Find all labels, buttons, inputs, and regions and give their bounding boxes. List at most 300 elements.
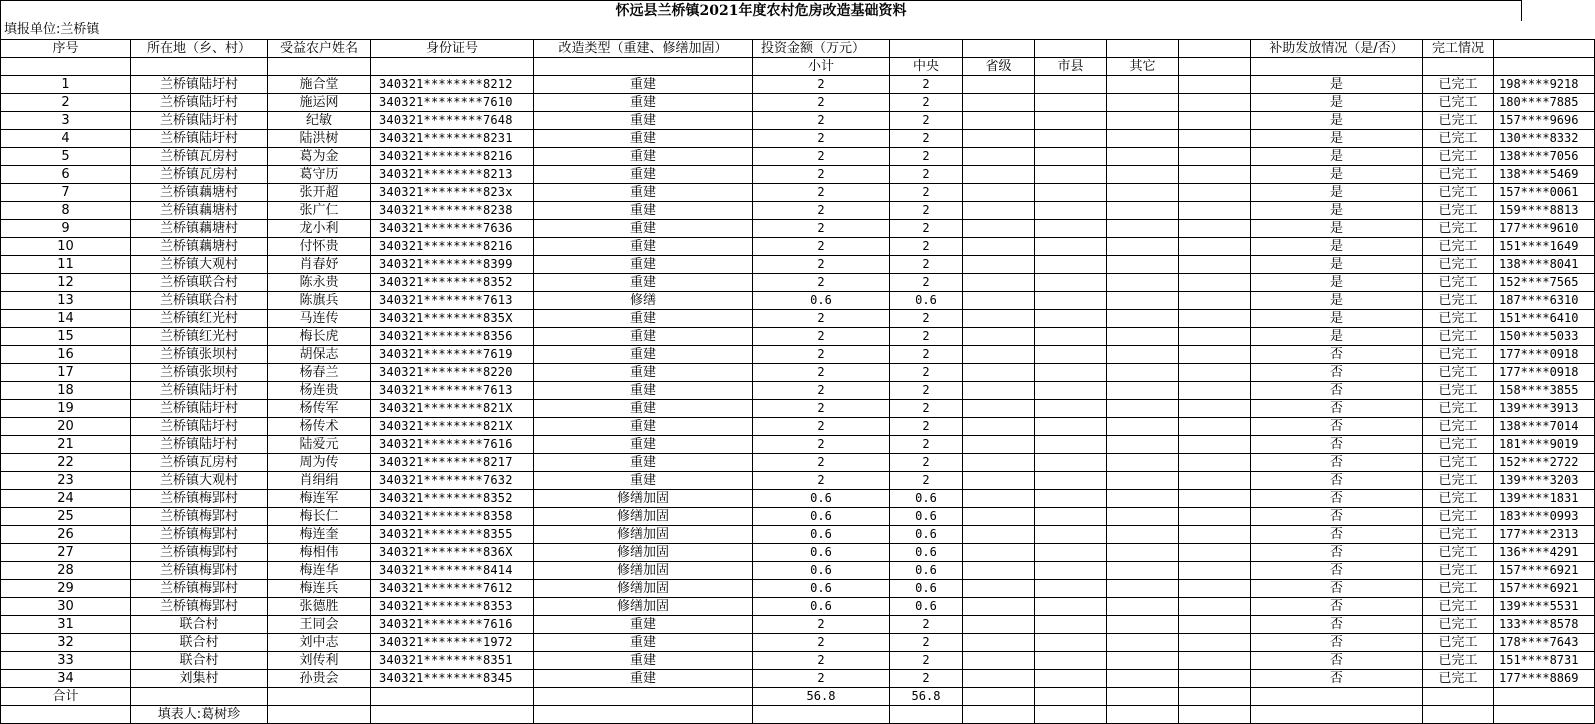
- cell-location[interactable]: 兰桥镇大观村: [131, 472, 268, 490]
- cell-seq[interactable]: 27: [1, 544, 131, 562]
- cell-subsidy[interactable]: 是: [1251, 238, 1423, 256]
- cell-type[interactable]: 重建: [534, 454, 753, 472]
- cell-type[interactable]: 修缮加固: [534, 526, 753, 544]
- cell-province[interactable]: [963, 616, 1035, 634]
- cell-empty[interactable]: [1179, 508, 1251, 526]
- cell-seq[interactable]: 32: [1, 634, 131, 652]
- cell-other[interactable]: [1107, 346, 1179, 364]
- cell-seq[interactable]: 15: [1, 328, 131, 346]
- cell-province[interactable]: [963, 76, 1035, 94]
- cell-empty[interactable]: [1179, 400, 1251, 418]
- filler-empty[interactable]: [534, 706, 753, 724]
- cell-total[interactable]: 2: [753, 94, 890, 112]
- cell-total[interactable]: 0.6: [753, 292, 890, 310]
- cell-province[interactable]: [963, 238, 1035, 256]
- cell-done[interactable]: 已完工: [1423, 94, 1494, 112]
- cell-empty[interactable]: [1179, 382, 1251, 400]
- cell-total[interactable]: 0.6: [753, 490, 890, 508]
- cell-other[interactable]: [1107, 508, 1179, 526]
- cell-subsidy[interactable]: 是: [1251, 220, 1423, 238]
- cell-location[interactable]: 兰桥镇梅郢村: [131, 562, 268, 580]
- cell-done[interactable]: 已完工: [1423, 76, 1494, 94]
- cell-done[interactable]: 已完工: [1423, 184, 1494, 202]
- cell-location[interactable]: 兰桥镇陆圩村: [131, 112, 268, 130]
- cell-id[interactable]: 340321********7613: [371, 292, 534, 310]
- cell-province[interactable]: [963, 256, 1035, 274]
- cell-province[interactable]: [963, 454, 1035, 472]
- cell-type[interactable]: 重建: [534, 436, 753, 454]
- cell-total[interactable]: 2: [753, 130, 890, 148]
- cell-location[interactable]: 兰桥镇红光村: [131, 310, 268, 328]
- cell-subsidy[interactable]: 否: [1251, 652, 1423, 670]
- subheader-total[interactable]: 小计: [753, 58, 890, 76]
- cell-seq[interactable]: 12: [1, 274, 131, 292]
- cell-province[interactable]: [963, 274, 1035, 292]
- cell-phone[interactable]: 157****9696: [1494, 112, 1595, 130]
- cell-seq[interactable]: 7: [1, 184, 131, 202]
- cell-name[interactable]: 梅长虎: [268, 328, 371, 346]
- cell-other[interactable]: [1107, 166, 1179, 184]
- subheader-central[interactable]: 中央: [890, 58, 963, 76]
- cell-province[interactable]: [963, 472, 1035, 490]
- cell-total[interactable]: 2: [753, 220, 890, 238]
- cell-id[interactable]: 340321********8356: [371, 328, 534, 346]
- cell-name[interactable]: 付怀贵: [268, 238, 371, 256]
- cell-total[interactable]: 0.6: [753, 562, 890, 580]
- cell-county[interactable]: [1035, 400, 1107, 418]
- cell-subsidy[interactable]: 否: [1251, 346, 1423, 364]
- total-empty[interactable]: [371, 688, 534, 706]
- cell-done[interactable]: 已完工: [1423, 202, 1494, 220]
- cell-central[interactable]: 2: [890, 616, 963, 634]
- cell-total[interactable]: 2: [753, 274, 890, 292]
- cell-central[interactable]: 2: [890, 652, 963, 670]
- cell-name[interactable]: 刘中志: [268, 634, 371, 652]
- cell-county[interactable]: [1035, 148, 1107, 166]
- cell-done[interactable]: 已完工: [1423, 526, 1494, 544]
- cell-name[interactable]: 张德胜: [268, 598, 371, 616]
- cell-subsidy[interactable]: 否: [1251, 598, 1423, 616]
- cell-total[interactable]: 2: [753, 364, 890, 382]
- cell-county[interactable]: [1035, 580, 1107, 598]
- cell-location[interactable]: 兰桥镇梅郢村: [131, 580, 268, 598]
- cell-county[interactable]: [1035, 544, 1107, 562]
- cell-id[interactable]: 340321********821X: [371, 418, 534, 436]
- cell-location[interactable]: 兰桥镇梅郢村: [131, 526, 268, 544]
- cell-done[interactable]: 已完工: [1423, 346, 1494, 364]
- cell-province[interactable]: [963, 670, 1035, 688]
- cell-county[interactable]: [1035, 94, 1107, 112]
- cell-phone[interactable]: 139****1831: [1494, 490, 1595, 508]
- cell-other[interactable]: [1107, 76, 1179, 94]
- cell-county[interactable]: [1035, 562, 1107, 580]
- cell-type[interactable]: 重建: [534, 616, 753, 634]
- cell-location[interactable]: 兰桥镇张坝村: [131, 346, 268, 364]
- cell-empty[interactable]: [1179, 238, 1251, 256]
- cell-seq[interactable]: 4: [1, 130, 131, 148]
- header-empty-4[interactable]: [1107, 40, 1179, 58]
- cell-done[interactable]: 已完工: [1423, 418, 1494, 436]
- cell-empty[interactable]: [1179, 670, 1251, 688]
- cell-phone[interactable]: 138****7056: [1494, 148, 1595, 166]
- cell-total[interactable]: 0.6: [753, 598, 890, 616]
- cell-other[interactable]: [1107, 292, 1179, 310]
- cell-other[interactable]: [1107, 94, 1179, 112]
- cell-type[interactable]: 重建: [534, 328, 753, 346]
- cell-province[interactable]: [963, 634, 1035, 652]
- cell-total[interactable]: 2: [753, 616, 890, 634]
- cell-type[interactable]: 重建: [534, 256, 753, 274]
- cell-subsidy[interactable]: 否: [1251, 490, 1423, 508]
- cell-name[interactable]: 施运网: [268, 94, 371, 112]
- cell-other[interactable]: [1107, 418, 1179, 436]
- cell-subsidy[interactable]: 否: [1251, 454, 1423, 472]
- cell-done[interactable]: 已完工: [1423, 634, 1494, 652]
- cell-id[interactable]: 340321********8355: [371, 526, 534, 544]
- filler-empty[interactable]: [1107, 706, 1179, 724]
- cell-location[interactable]: 兰桥镇陆圩村: [131, 94, 268, 112]
- cell-name[interactable]: 张广仁: [268, 202, 371, 220]
- cell-seq[interactable]: 6: [1, 166, 131, 184]
- cell-done[interactable]: 已完工: [1423, 220, 1494, 238]
- filler-empty[interactable]: [890, 706, 963, 724]
- cell-id[interactable]: 340321********8213: [371, 166, 534, 184]
- cell-province[interactable]: [963, 220, 1035, 238]
- cell-type[interactable]: 重建: [534, 130, 753, 148]
- cell-location[interactable]: 兰桥镇梅郢村: [131, 598, 268, 616]
- cell-name[interactable]: 梅连兵: [268, 580, 371, 598]
- cell-seq[interactable]: 30: [1, 598, 131, 616]
- cell-id[interactable]: 340321********8414: [371, 562, 534, 580]
- cell-total[interactable]: 0.6: [753, 508, 890, 526]
- cell-county[interactable]: [1035, 238, 1107, 256]
- cell-county[interactable]: [1035, 274, 1107, 292]
- cell-location[interactable]: 兰桥镇藕塘村: [131, 220, 268, 238]
- cell-central[interactable]: 2: [890, 130, 963, 148]
- cell-province[interactable]: [963, 148, 1035, 166]
- cell-location[interactable]: 兰桥镇陆圩村: [131, 400, 268, 418]
- cell-total[interactable]: 2: [753, 436, 890, 454]
- cell-empty[interactable]: [1179, 472, 1251, 490]
- cell-province[interactable]: [963, 328, 1035, 346]
- cell-other[interactable]: [1107, 274, 1179, 292]
- cell-done[interactable]: 已完工: [1423, 364, 1494, 382]
- cell-subsidy[interactable]: 是: [1251, 112, 1423, 130]
- cell-done[interactable]: 已完工: [1423, 274, 1494, 292]
- cell-done[interactable]: 已完工: [1423, 580, 1494, 598]
- cell-province[interactable]: [963, 184, 1035, 202]
- cell-location[interactable]: 兰桥镇陆圩村: [131, 418, 268, 436]
- cell-central[interactable]: 0.6: [890, 490, 963, 508]
- cell-county[interactable]: [1035, 328, 1107, 346]
- cell-name[interactable]: 胡保志: [268, 346, 371, 364]
- cell-id[interactable]: 340321********7613: [371, 382, 534, 400]
- cell-seq[interactable]: 34: [1, 670, 131, 688]
- cell-total[interactable]: 2: [753, 184, 890, 202]
- cell-empty[interactable]: [1179, 418, 1251, 436]
- cell-seq[interactable]: 21: [1, 436, 131, 454]
- cell-phone[interactable]: 180****7885: [1494, 94, 1595, 112]
- cell-location[interactable]: 兰桥镇红光村: [131, 328, 268, 346]
- cell-location[interactable]: 联合村: [131, 634, 268, 652]
- cell-empty[interactable]: [1179, 652, 1251, 670]
- cell-central[interactable]: 2: [890, 436, 963, 454]
- cell-phone[interactable]: 157****6921: [1494, 580, 1595, 598]
- filler-empty[interactable]: [963, 706, 1035, 724]
- cell-type[interactable]: 修缮加固: [534, 490, 753, 508]
- cell-other[interactable]: [1107, 238, 1179, 256]
- cell-location[interactable]: 联合村: [131, 652, 268, 670]
- cell-id[interactable]: 340321********7636: [371, 220, 534, 238]
- cell-empty[interactable]: [1179, 148, 1251, 166]
- cell-central[interactable]: 0.6: [890, 562, 963, 580]
- cell-seq[interactable]: 8: [1, 202, 131, 220]
- cell-location[interactable]: 联合村: [131, 616, 268, 634]
- cell-phone[interactable]: 177****0918: [1494, 346, 1595, 364]
- cell-county[interactable]: [1035, 616, 1107, 634]
- cell-other[interactable]: [1107, 400, 1179, 418]
- cell-subsidy[interactable]: 否: [1251, 382, 1423, 400]
- cell-subsidy[interactable]: 是: [1251, 130, 1423, 148]
- cell-subsidy[interactable]: 否: [1251, 436, 1423, 454]
- cell-id[interactable]: 340321********8217: [371, 454, 534, 472]
- cell-total[interactable]: 2: [753, 670, 890, 688]
- cell-other[interactable]: [1107, 562, 1179, 580]
- cell-central[interactable]: 2: [890, 238, 963, 256]
- cell-id[interactable]: 340321********8220: [371, 364, 534, 382]
- cell-empty[interactable]: [1179, 310, 1251, 328]
- cell-seq[interactable]: 2: [1, 94, 131, 112]
- cell-location[interactable]: 兰桥镇梅郢村: [131, 490, 268, 508]
- cell-subsidy[interactable]: 否: [1251, 400, 1423, 418]
- cell-total[interactable]: 0.6: [753, 580, 890, 598]
- cell-id[interactable]: 340321********8216: [371, 238, 534, 256]
- cell-central[interactable]: 2: [890, 202, 963, 220]
- cell-central[interactable]: 0.6: [890, 544, 963, 562]
- cell-province[interactable]: [963, 544, 1035, 562]
- cell-seq[interactable]: 11: [1, 256, 131, 274]
- cell-empty[interactable]: [1179, 202, 1251, 220]
- cell-id[interactable]: 340321********8353: [371, 598, 534, 616]
- cell-id[interactable]: 340321********7616: [371, 436, 534, 454]
- cell-empty[interactable]: [1179, 346, 1251, 364]
- cell-province[interactable]: [963, 166, 1035, 184]
- cell-done[interactable]: 已完工: [1423, 382, 1494, 400]
- cell-total[interactable]: 2: [753, 346, 890, 364]
- cell-central[interactable]: 2: [890, 670, 963, 688]
- cell-done[interactable]: 已完工: [1423, 490, 1494, 508]
- cell-id[interactable]: 340321********8351: [371, 652, 534, 670]
- cell-subsidy[interactable]: 是: [1251, 328, 1423, 346]
- cell-seq[interactable]: 16: [1, 346, 131, 364]
- cell-name[interactable]: 张开超: [268, 184, 371, 202]
- cell-province[interactable]: [963, 202, 1035, 220]
- cell-type[interactable]: 重建: [534, 148, 753, 166]
- cell-county[interactable]: [1035, 292, 1107, 310]
- header-subsidy[interactable]: 补助发放情况（是/否）: [1251, 40, 1423, 58]
- cell-county[interactable]: [1035, 508, 1107, 526]
- cell-id[interactable]: 340321********8216: [371, 148, 534, 166]
- cell-seq[interactable]: 22: [1, 454, 131, 472]
- cell-central[interactable]: 2: [890, 418, 963, 436]
- cell-central[interactable]: 2: [890, 472, 963, 490]
- header-seq[interactable]: 序号: [1, 40, 131, 58]
- cell-seq[interactable]: 1: [1, 76, 131, 94]
- cell-phone[interactable]: 133****8578: [1494, 616, 1595, 634]
- cell-type[interactable]: 重建: [534, 220, 753, 238]
- cell-subsidy[interactable]: 否: [1251, 418, 1423, 436]
- cell-type[interactable]: 修缮加固: [534, 562, 753, 580]
- cell-done[interactable]: 已完工: [1423, 562, 1494, 580]
- cell-empty[interactable]: [1179, 112, 1251, 130]
- cell-phone[interactable]: 151****1649: [1494, 238, 1595, 256]
- cell-empty[interactable]: [1179, 526, 1251, 544]
- cell-total[interactable]: 2: [753, 148, 890, 166]
- cell-phone[interactable]: 139****3913: [1494, 400, 1595, 418]
- cell-name[interactable]: 陈永贵: [268, 274, 371, 292]
- cell-type[interactable]: 重建: [534, 166, 753, 184]
- cell-central[interactable]: 2: [890, 220, 963, 238]
- total-empty[interactable]: [1251, 688, 1423, 706]
- cell-other[interactable]: [1107, 454, 1179, 472]
- cell-central[interactable]: 2: [890, 256, 963, 274]
- cell-phone[interactable]: 138****5469: [1494, 166, 1595, 184]
- cell-central[interactable]: 2: [890, 364, 963, 382]
- cell-location[interactable]: 兰桥镇瓦房村: [131, 148, 268, 166]
- cell-type[interactable]: 重建: [534, 94, 753, 112]
- cell-seq[interactable]: 31: [1, 616, 131, 634]
- cell-total[interactable]: 2: [753, 418, 890, 436]
- filler-empty[interactable]: [1251, 706, 1423, 724]
- filler-empty[interactable]: [371, 706, 534, 724]
- cell-name[interactable]: 梅连军: [268, 490, 371, 508]
- cell-other[interactable]: [1107, 472, 1179, 490]
- cell-county[interactable]: [1035, 652, 1107, 670]
- header-empty-6[interactable]: [1494, 40, 1595, 58]
- subheader-empty[interactable]: [1251, 58, 1423, 76]
- cell-total[interactable]: 2: [753, 382, 890, 400]
- cell-done[interactable]: 已完工: [1423, 328, 1494, 346]
- cell-total[interactable]: 2: [753, 238, 890, 256]
- cell-subsidy[interactable]: 是: [1251, 310, 1423, 328]
- cell-phone[interactable]: 178****7643: [1494, 634, 1595, 652]
- cell-province[interactable]: [963, 490, 1035, 508]
- cell-type[interactable]: 重建: [534, 472, 753, 490]
- cell-done[interactable]: 已完工: [1423, 256, 1494, 274]
- cell-id[interactable]: 340321********7616: [371, 616, 534, 634]
- cell-name[interactable]: 施合堂: [268, 76, 371, 94]
- cell-other[interactable]: [1107, 652, 1179, 670]
- cell-done[interactable]: 已完工: [1423, 616, 1494, 634]
- cell-other[interactable]: [1107, 130, 1179, 148]
- cell-county[interactable]: [1035, 220, 1107, 238]
- cell-location[interactable]: 兰桥镇梅郢村: [131, 508, 268, 526]
- cell-total[interactable]: 2: [753, 202, 890, 220]
- cell-seq[interactable]: 18: [1, 382, 131, 400]
- cell-location[interactable]: 兰桥镇陆圩村: [131, 436, 268, 454]
- cell-total[interactable]: 2: [753, 112, 890, 130]
- cell-id[interactable]: 340321********8345: [371, 670, 534, 688]
- cell-subsidy[interactable]: 否: [1251, 472, 1423, 490]
- cell-name[interactable]: 葛为金: [268, 148, 371, 166]
- cell-county[interactable]: [1035, 76, 1107, 94]
- cell-name[interactable]: 肖春妤: [268, 256, 371, 274]
- cell-phone[interactable]: 138****7014: [1494, 418, 1595, 436]
- cell-province[interactable]: [963, 310, 1035, 328]
- cell-name[interactable]: 杨连贵: [268, 382, 371, 400]
- cell-county[interactable]: [1035, 256, 1107, 274]
- cell-type[interactable]: 重建: [534, 418, 753, 436]
- cell-province[interactable]: [963, 562, 1035, 580]
- cell-province[interactable]: [963, 652, 1035, 670]
- cell-seq[interactable]: 25: [1, 508, 131, 526]
- cell-seq[interactable]: 17: [1, 364, 131, 382]
- header-id[interactable]: 身份证号: [371, 40, 534, 58]
- filler-empty[interactable]: [1423, 706, 1494, 724]
- cell-central[interactable]: 2: [890, 310, 963, 328]
- cell-done[interactable]: 已完工: [1423, 436, 1494, 454]
- cell-seq[interactable]: 28: [1, 562, 131, 580]
- cell-other[interactable]: [1107, 382, 1179, 400]
- subheader-empty[interactable]: [1423, 58, 1494, 76]
- cell-other[interactable]: [1107, 112, 1179, 130]
- cell-province[interactable]: [963, 598, 1035, 616]
- cell-central[interactable]: 2: [890, 112, 963, 130]
- cell-empty[interactable]: [1179, 616, 1251, 634]
- filler-empty[interactable]: [1494, 706, 1595, 724]
- cell-phone[interactable]: 157****0061: [1494, 184, 1595, 202]
- cell-location[interactable]: 兰桥镇藕塘村: [131, 202, 268, 220]
- cell-id[interactable]: 340321********7648: [371, 112, 534, 130]
- cell-type[interactable]: 重建: [534, 238, 753, 256]
- cell-id[interactable]: 340321********8231: [371, 130, 534, 148]
- total-empty[interactable]: [1494, 688, 1595, 706]
- subheader-province[interactable]: 省级: [963, 58, 1035, 76]
- cell-total[interactable]: 2: [753, 76, 890, 94]
- cell-subsidy[interactable]: 是: [1251, 256, 1423, 274]
- subheader-empty[interactable]: [534, 58, 753, 76]
- cell-county[interactable]: [1035, 670, 1107, 688]
- cell-type[interactable]: 修缮加固: [534, 544, 753, 562]
- cell-other[interactable]: [1107, 220, 1179, 238]
- cell-central[interactable]: 0.6: [890, 598, 963, 616]
- cell-empty[interactable]: [1179, 274, 1251, 292]
- cell-total[interactable]: 2: [753, 472, 890, 490]
- cell-phone[interactable]: 152****7565: [1494, 274, 1595, 292]
- cell-central[interactable]: 2: [890, 94, 963, 112]
- cell-phone[interactable]: 177****0918: [1494, 364, 1595, 382]
- cell-total[interactable]: 0.6: [753, 544, 890, 562]
- cell-other[interactable]: [1107, 634, 1179, 652]
- cell-name[interactable]: 杨春兰: [268, 364, 371, 382]
- filler-empty[interactable]: [1179, 706, 1251, 724]
- cell-id[interactable]: 340321********8352: [371, 274, 534, 292]
- header-done[interactable]: 完工情况: [1423, 40, 1494, 58]
- cell-done[interactable]: 已完工: [1423, 292, 1494, 310]
- cell-location[interactable]: 兰桥镇陆圩村: [131, 130, 268, 148]
- cell-seq[interactable]: 24: [1, 490, 131, 508]
- cell-type[interactable]: 重建: [534, 634, 753, 652]
- subheader-empty[interactable]: [1179, 58, 1251, 76]
- cell-empty[interactable]: [1179, 490, 1251, 508]
- cell-subsidy[interactable]: 是: [1251, 184, 1423, 202]
- cell-subsidy[interactable]: 是: [1251, 292, 1423, 310]
- total-empty[interactable]: [963, 688, 1035, 706]
- cell-type[interactable]: 重建: [534, 274, 753, 292]
- cell-name[interactable]: 龙小利: [268, 220, 371, 238]
- cell-name[interactable]: 纪敏: [268, 112, 371, 130]
- cell-phone[interactable]: 130****8332: [1494, 130, 1595, 148]
